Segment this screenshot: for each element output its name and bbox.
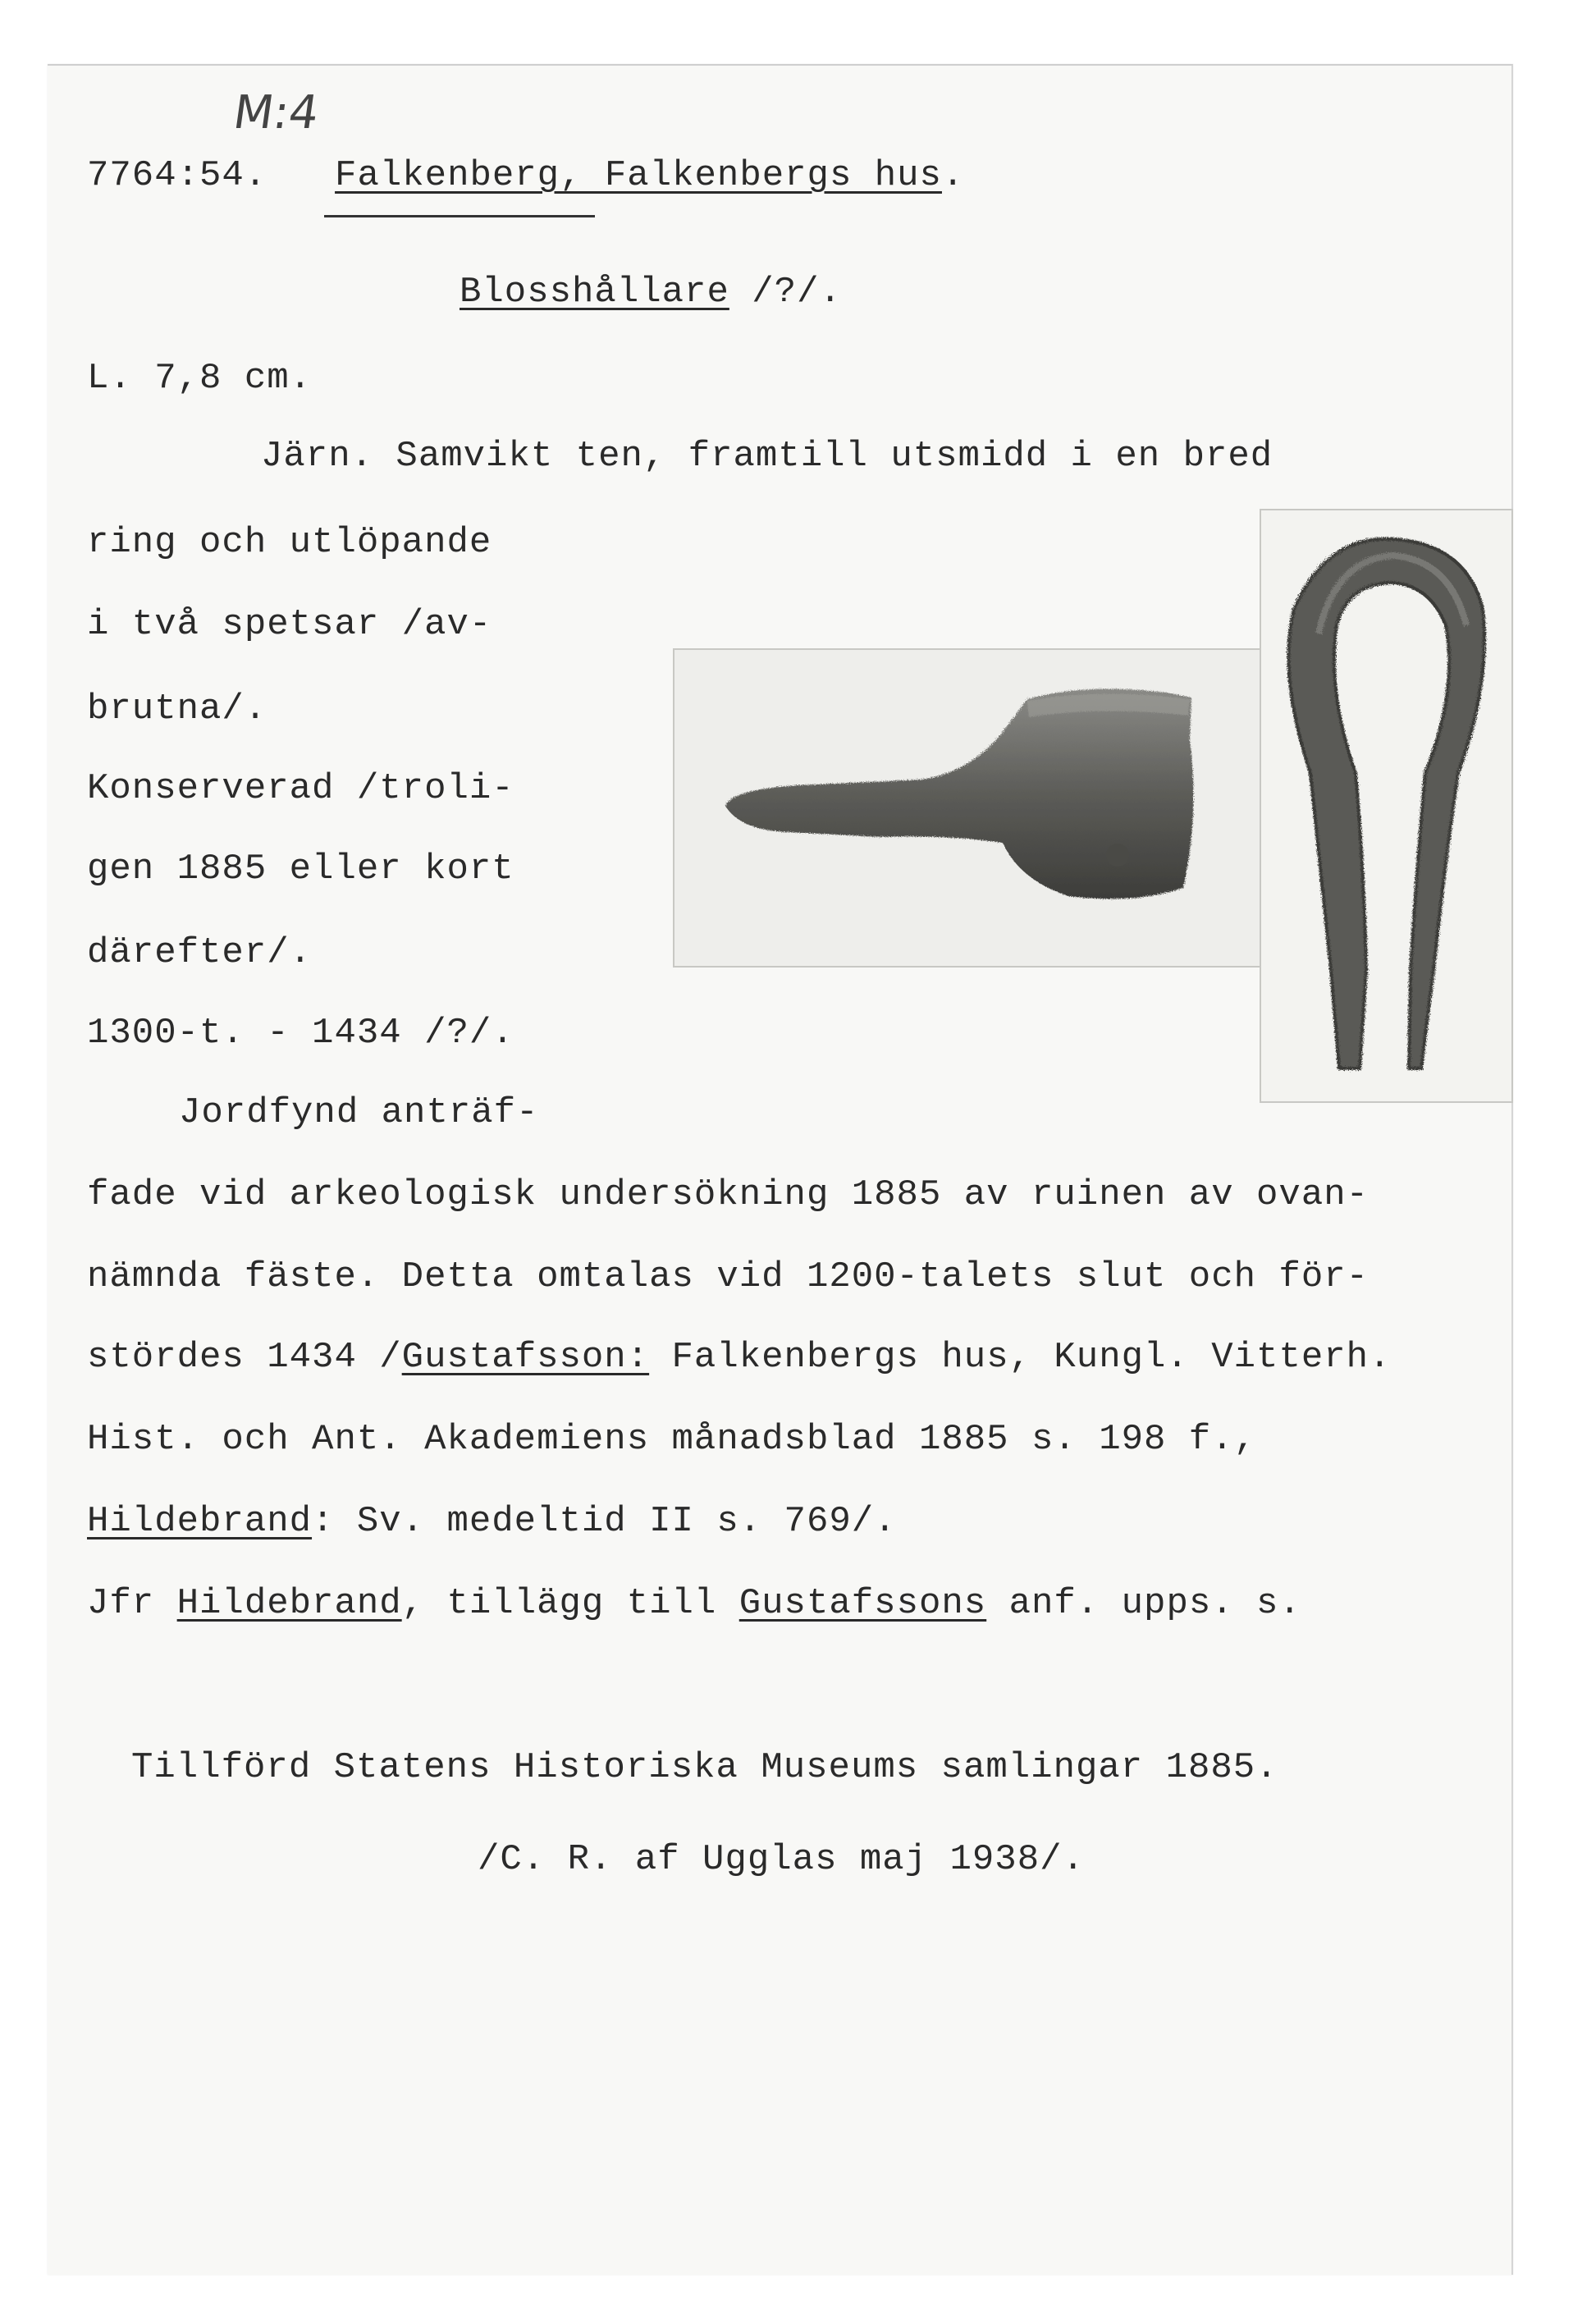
reference-text: Jfr	[87, 1583, 177, 1624]
catalog-number: 7764:54.	[87, 155, 268, 196]
reference-author: Gustafsson:	[401, 1337, 650, 1378]
reference-text: : Sv. medeltid II s. 769/.	[312, 1501, 897, 1542]
description-line-3: i två spetsar /av-	[87, 604, 492, 645]
description-line-1: Järn. Samvikt ten, framtill utsmidd i en bred	[261, 436, 1273, 477]
reference-text: stördes 1434 /	[87, 1337, 402, 1378]
reference-line-3	[87, 1500, 897, 1543]
object-title	[460, 271, 842, 313]
object-name-suffix: /?/.	[729, 272, 842, 313]
description-line-10: fade vid arkeologisk undersökning 1885 av ruinen av ovan-	[87, 1174, 1370, 1215]
reference-author: Gustafssons	[738, 1583, 987, 1624]
location-end: .	[941, 155, 965, 196]
description-line-4: brutna/.	[87, 689, 268, 730]
reference-author: Hildebrand	[176, 1583, 402, 1624]
description-line-11: nämnda fäste. Detta omtalas vid 1200-talets slut och för-	[87, 1256, 1370, 1297]
object-name: Blosshållare	[460, 272, 729, 313]
object-photo-front	[1260, 509, 1513, 1103]
reference-line-1	[87, 1336, 1391, 1379]
reference-author: Hildebrand	[87, 1501, 313, 1542]
header-divider	[324, 215, 595, 217]
handwritten-mark: M:4	[230, 86, 322, 140]
torch-holder-side-image	[674, 650, 1265, 966]
description-line-6: gen 1885 eller kort	[87, 849, 514, 890]
reference-line-4	[87, 1582, 1301, 1625]
description-line-9: Jordfynd anträf-	[179, 1092, 539, 1133]
reference-line-2: Hist. och Ant. Akademiens månadsblad 1885 s. 198 f.,	[87, 1419, 1257, 1460]
signature-line: /C. R. af Ugglas maj 1938/.	[478, 1839, 1085, 1880]
length-line: L. 7,8 cm.	[87, 358, 313, 399]
acquisition-note: Tillförd Statens Historiska Museums samlingar 1885.	[131, 1747, 1278, 1788]
description-line-7: därefter/.	[87, 932, 313, 973]
object-photo-side	[673, 648, 1267, 968]
description-line-5: Konserverad /troli-	[87, 768, 514, 809]
torch-holder-ring-image	[1261, 510, 1511, 1101]
header-line	[87, 154, 964, 197]
reference-text: Falkenbergs hus, Kungl. Vitterh.	[649, 1337, 1392, 1378]
description-line-8: 1300-t. - 1434 /?/.	[87, 1013, 514, 1054]
description-line-2: ring och utlöpande	[87, 522, 492, 563]
location: Falkenberg, Falkenbergs hus	[335, 155, 942, 196]
reference-text: , tillägg till	[401, 1583, 739, 1624]
reference-text: anf. upps. s.	[986, 1583, 1301, 1624]
